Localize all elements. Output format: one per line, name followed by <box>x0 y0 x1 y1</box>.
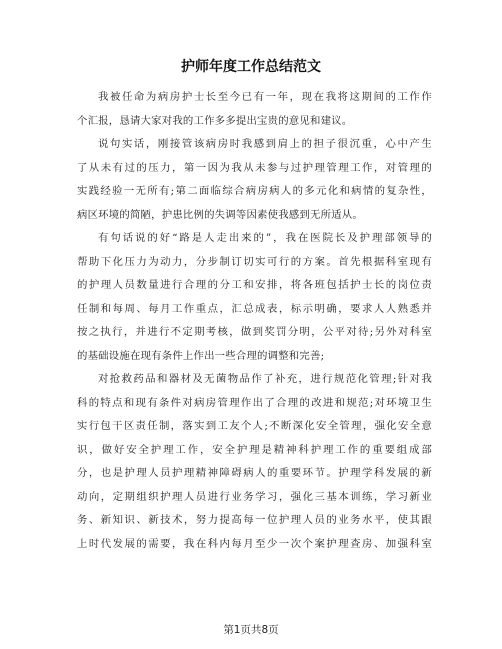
body-line: 帮助下化压力为动力，分步制订切实可行的方案。首先根据科室现有 <box>77 255 432 268</box>
body-line: 动向，定期组织护理人员进行业务学习，强化三基本训练，学习新业 <box>77 490 432 503</box>
body-line: 有句话说的好“路是人走出来的”，我在医院长及护理部领导的 <box>98 232 432 244</box>
page-number: 第1页共8页 <box>223 624 279 636</box>
body-line: 识，做好安全护理工作，安全护理是精神科护理工作的重要组成部 <box>77 443 432 456</box>
body-line: 分，也是护理人员护理精神障碍病人的重要环节。护理学科发展的新 <box>77 467 432 479</box>
body-line: 了从未有过的压力，第一因为我从未参与过护理管理工作，对管理的 <box>77 161 432 174</box>
body-line: 对抢救药品和器材及无菌物品作了补充，进行规范化管理;针对我 <box>98 373 432 385</box>
body-line: 实行包干区责任制，落实到工友个人;不断深化安全管理，强化安全意 <box>77 420 432 432</box>
body-line: 科的特点和现有条件对病房管理作出了合理的改进和规范;对环境卫生 <box>77 396 432 409</box>
body-line: 任制和每周、每月工作重点，汇总成表，标示明确，要求人人熟悉并 <box>77 302 432 315</box>
body-line: 上时代发展的需要，我在科内每月至少一次个案护理查房、加强科室 <box>77 537 432 550</box>
document-title: 护师年度工作总结范文 <box>181 59 321 75</box>
body-line: 按之执行，并进行不定期考核，做到奖罚分明，公平对待;另外对科室 <box>77 326 432 338</box>
document-body <box>77 86 432 556</box>
body-line: 的护理人员数量进行合理的分工和安排，将各班包括护士长的岗位责 <box>77 279 432 291</box>
body-line: 实践经验一无所有;第二面临综合病房病人的多元化和病情的复杂性， <box>77 185 432 197</box>
body-line: 的基础设施在现有条件上作出一些合理的调整和完善; <box>77 349 325 362</box>
body-line: 病区环境的简陋，护患比例的失调等因素使我感到无所适从。 <box>77 208 363 221</box>
body-line: 个汇报，恳请大家对我的工作多多提出宝贵的意见和建议。 <box>77 114 353 127</box>
body-line: 我被任命为病房护士长至今已有一年，现在我将这期间的工作作 <box>98 91 432 103</box>
body-line: 说句实话，刚接管该病房时我感到肩上的担子很沉重，心中产生 <box>98 138 432 150</box>
body-line: 务、新知识、新技术，努力提高每一位护理人员的业务水平，使其跟 <box>77 514 432 526</box>
